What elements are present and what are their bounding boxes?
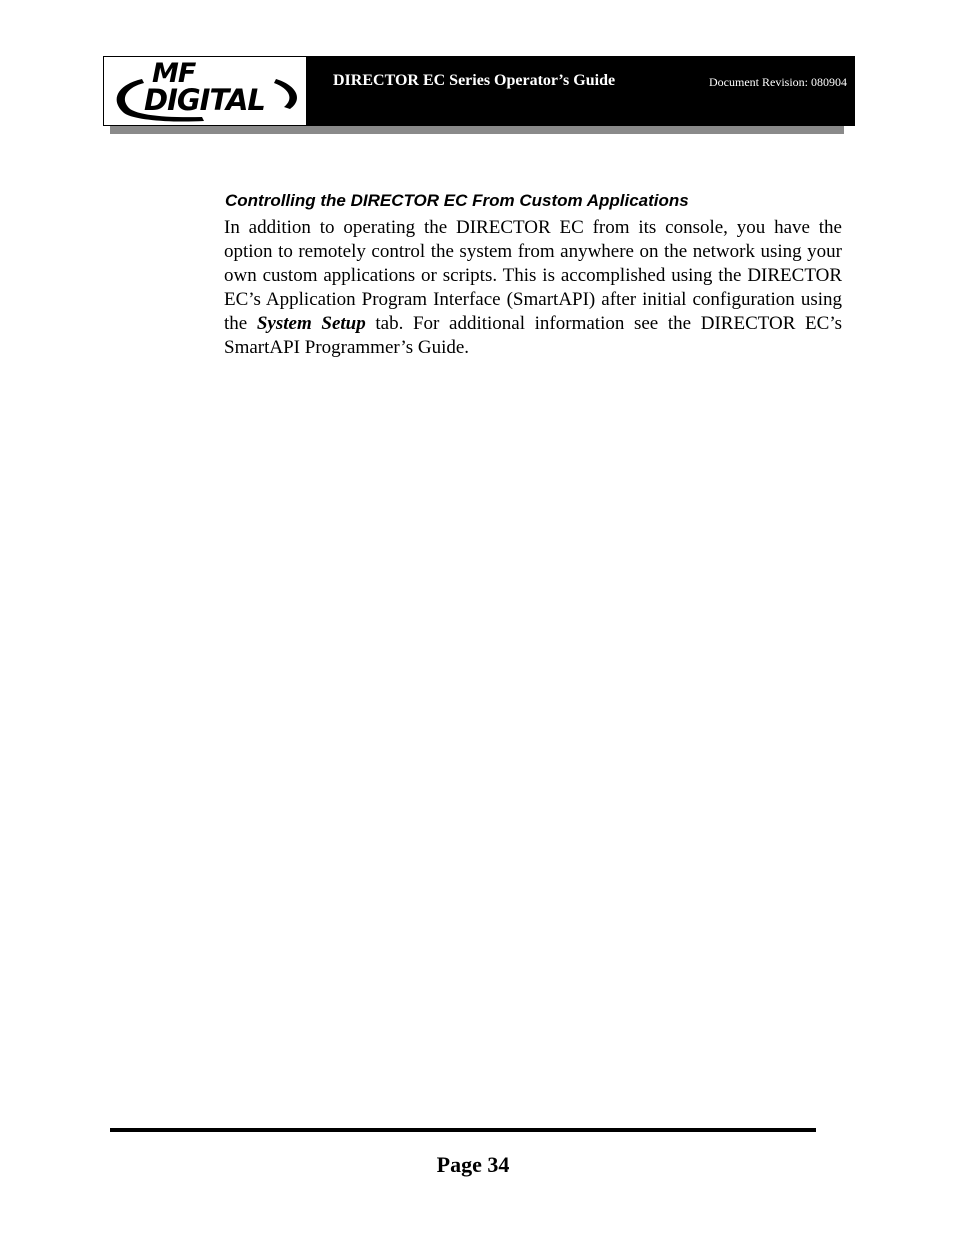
page-number: Page 34 xyxy=(436,1152,510,1177)
logo-digital-text: DIGITAL xyxy=(144,83,265,117)
mf-digital-logo xyxy=(103,56,307,126)
body-paragraph xyxy=(224,216,842,360)
section-heading: Controlling the DIRECTOR EC From Custom Applications xyxy=(225,191,689,210)
page-header xyxy=(103,56,855,126)
logo-mf-text: MF xyxy=(152,58,196,89)
document-revision: Document Revision: 080904 xyxy=(709,75,847,89)
footer-rule xyxy=(110,1128,816,1132)
paragraph-text-part2: tab. For additional information see the DIRECTOR EC’s SmartAPI Programmer’s Guide. xyxy=(224,313,842,358)
system-setup-emphasis: System Setup xyxy=(256,313,366,334)
paragraph-text-part1: In addition to operating the DIRECTOR EC from its console, you have the option to remotely control the system from anywhere on the network using your own custom applications or scripts. This is accomplished using the DIRECTOR EC’s Application Program Interface (SmartAPI) after initial configuration using the xyxy=(224,217,842,334)
document-title: DIRECTOR EC Series Operator’s Guide xyxy=(333,72,616,89)
